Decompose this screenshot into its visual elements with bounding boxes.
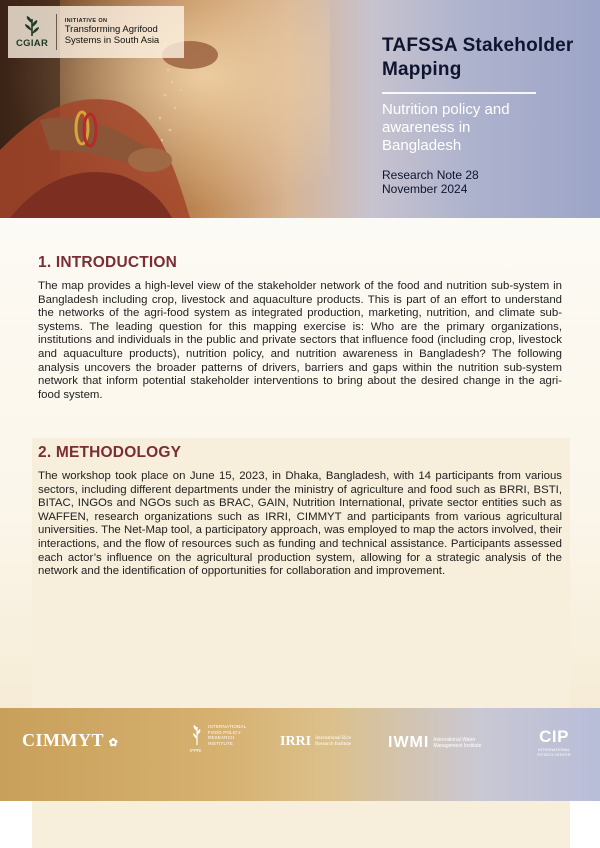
ifpri-grain-icon [190,724,204,746]
cgiar-wordmark: CGIAR [16,38,49,49]
introduction-heading: 1. INTRODUCTION [38,254,178,271]
cgiar-initiative-logo [8,6,184,58]
cip-name: INTERNATIONAL POTATO CENTER [537,747,571,757]
methodology-heading: 2. METHODOLOGY [38,444,182,461]
cimmyt-logo [22,730,118,751]
iwmi-wordmark: IWMI [388,734,430,751]
ifpri-acronym: IFPRI [190,748,202,753]
irri-wordmark: IRRI [280,734,312,749]
ifpri-logo [190,724,256,746]
cover-banner [0,0,600,218]
page-subtitle: Nutrition policy and awareness in Bangladesh [382,101,510,154]
initiative-label: INITIATIVE ON [64,18,108,24]
partner-logos-footer [0,708,600,801]
cgiar-logo [16,15,48,49]
cimmyt-leaf-icon: ✿ [108,737,119,749]
irri-name: International Rice Research Institute [315,736,352,747]
introduction-section [38,254,562,402]
introduction-paragraph: The map provides a high-level view of the stakeholder network of the food and nutrition sub-system in Bangladesh including crop, livestock and aquaculture products. This is part of an effort to understand the networks of the agri-food system as integrated production, marketing, nutrition, and climate sub-systems. The leading question for this mapping exercise is: Who are the primary organizations, institutions and individuals in the public and private sectors that influence food (including crop, livestock and aquaculture products), nutrition policy, and nutrition awareness in Bangladesh? The following analysis uncovers the broader patterns of drivers, barriers and gaps within the nutrition sub-system network that inform potential stakeholder interventions to bring about the desired change in the agri-food system. [38,280,562,401]
page-title: TAFSSA Stakeholder Mapping [382,35,574,80]
logo-divider [56,14,57,50]
iwmi-logo [388,734,497,752]
initiative-name: Transforming Agrifood Systems in South Asia [64,24,160,46]
ifpri-name: INTERNATIONAL FOOD POLICY RESEARCH INSTITUTE [208,724,247,746]
title-block [382,34,582,196]
cip-logo [536,727,572,757]
irri-logo [280,734,359,750]
document-body [0,218,600,708]
title-rule [382,92,536,94]
research-note-number: Research Note 28 [382,168,479,182]
wheat-icon [20,15,44,37]
cip-wordmark: CIP [539,727,569,746]
methodology-paragraph: The workshop took place on June 15, 2023, in Dhaka, Bangladesh, with 14 participants from various sectors, including different departments under the ministry of agriculture and food such as BRRI, BSTI, BITAC, INGOs and NGOs such as BRAC, GAIN, Nutrition International, private sector entities such as WAFFEN, research organizations such as IRRI, CIMMYT and participants from various agricultural universities. The Net-Map tool, a participatory approach, was employed to map the actors involved, their interactions, and the flow of resources such as funding and technical assistance. Participants assessed each actor’s influence on the agricultural production system, allowing for a strategic analysis of the network and the identification of opportunities for collaboration and improvement. [38,470,562,578]
publication-date: November 2024 [382,182,468,196]
cimmyt-wordmark: CIMMYT [22,730,104,750]
iwmi-name: International Water Management Institute [433,737,482,749]
methodology-section [38,444,562,579]
